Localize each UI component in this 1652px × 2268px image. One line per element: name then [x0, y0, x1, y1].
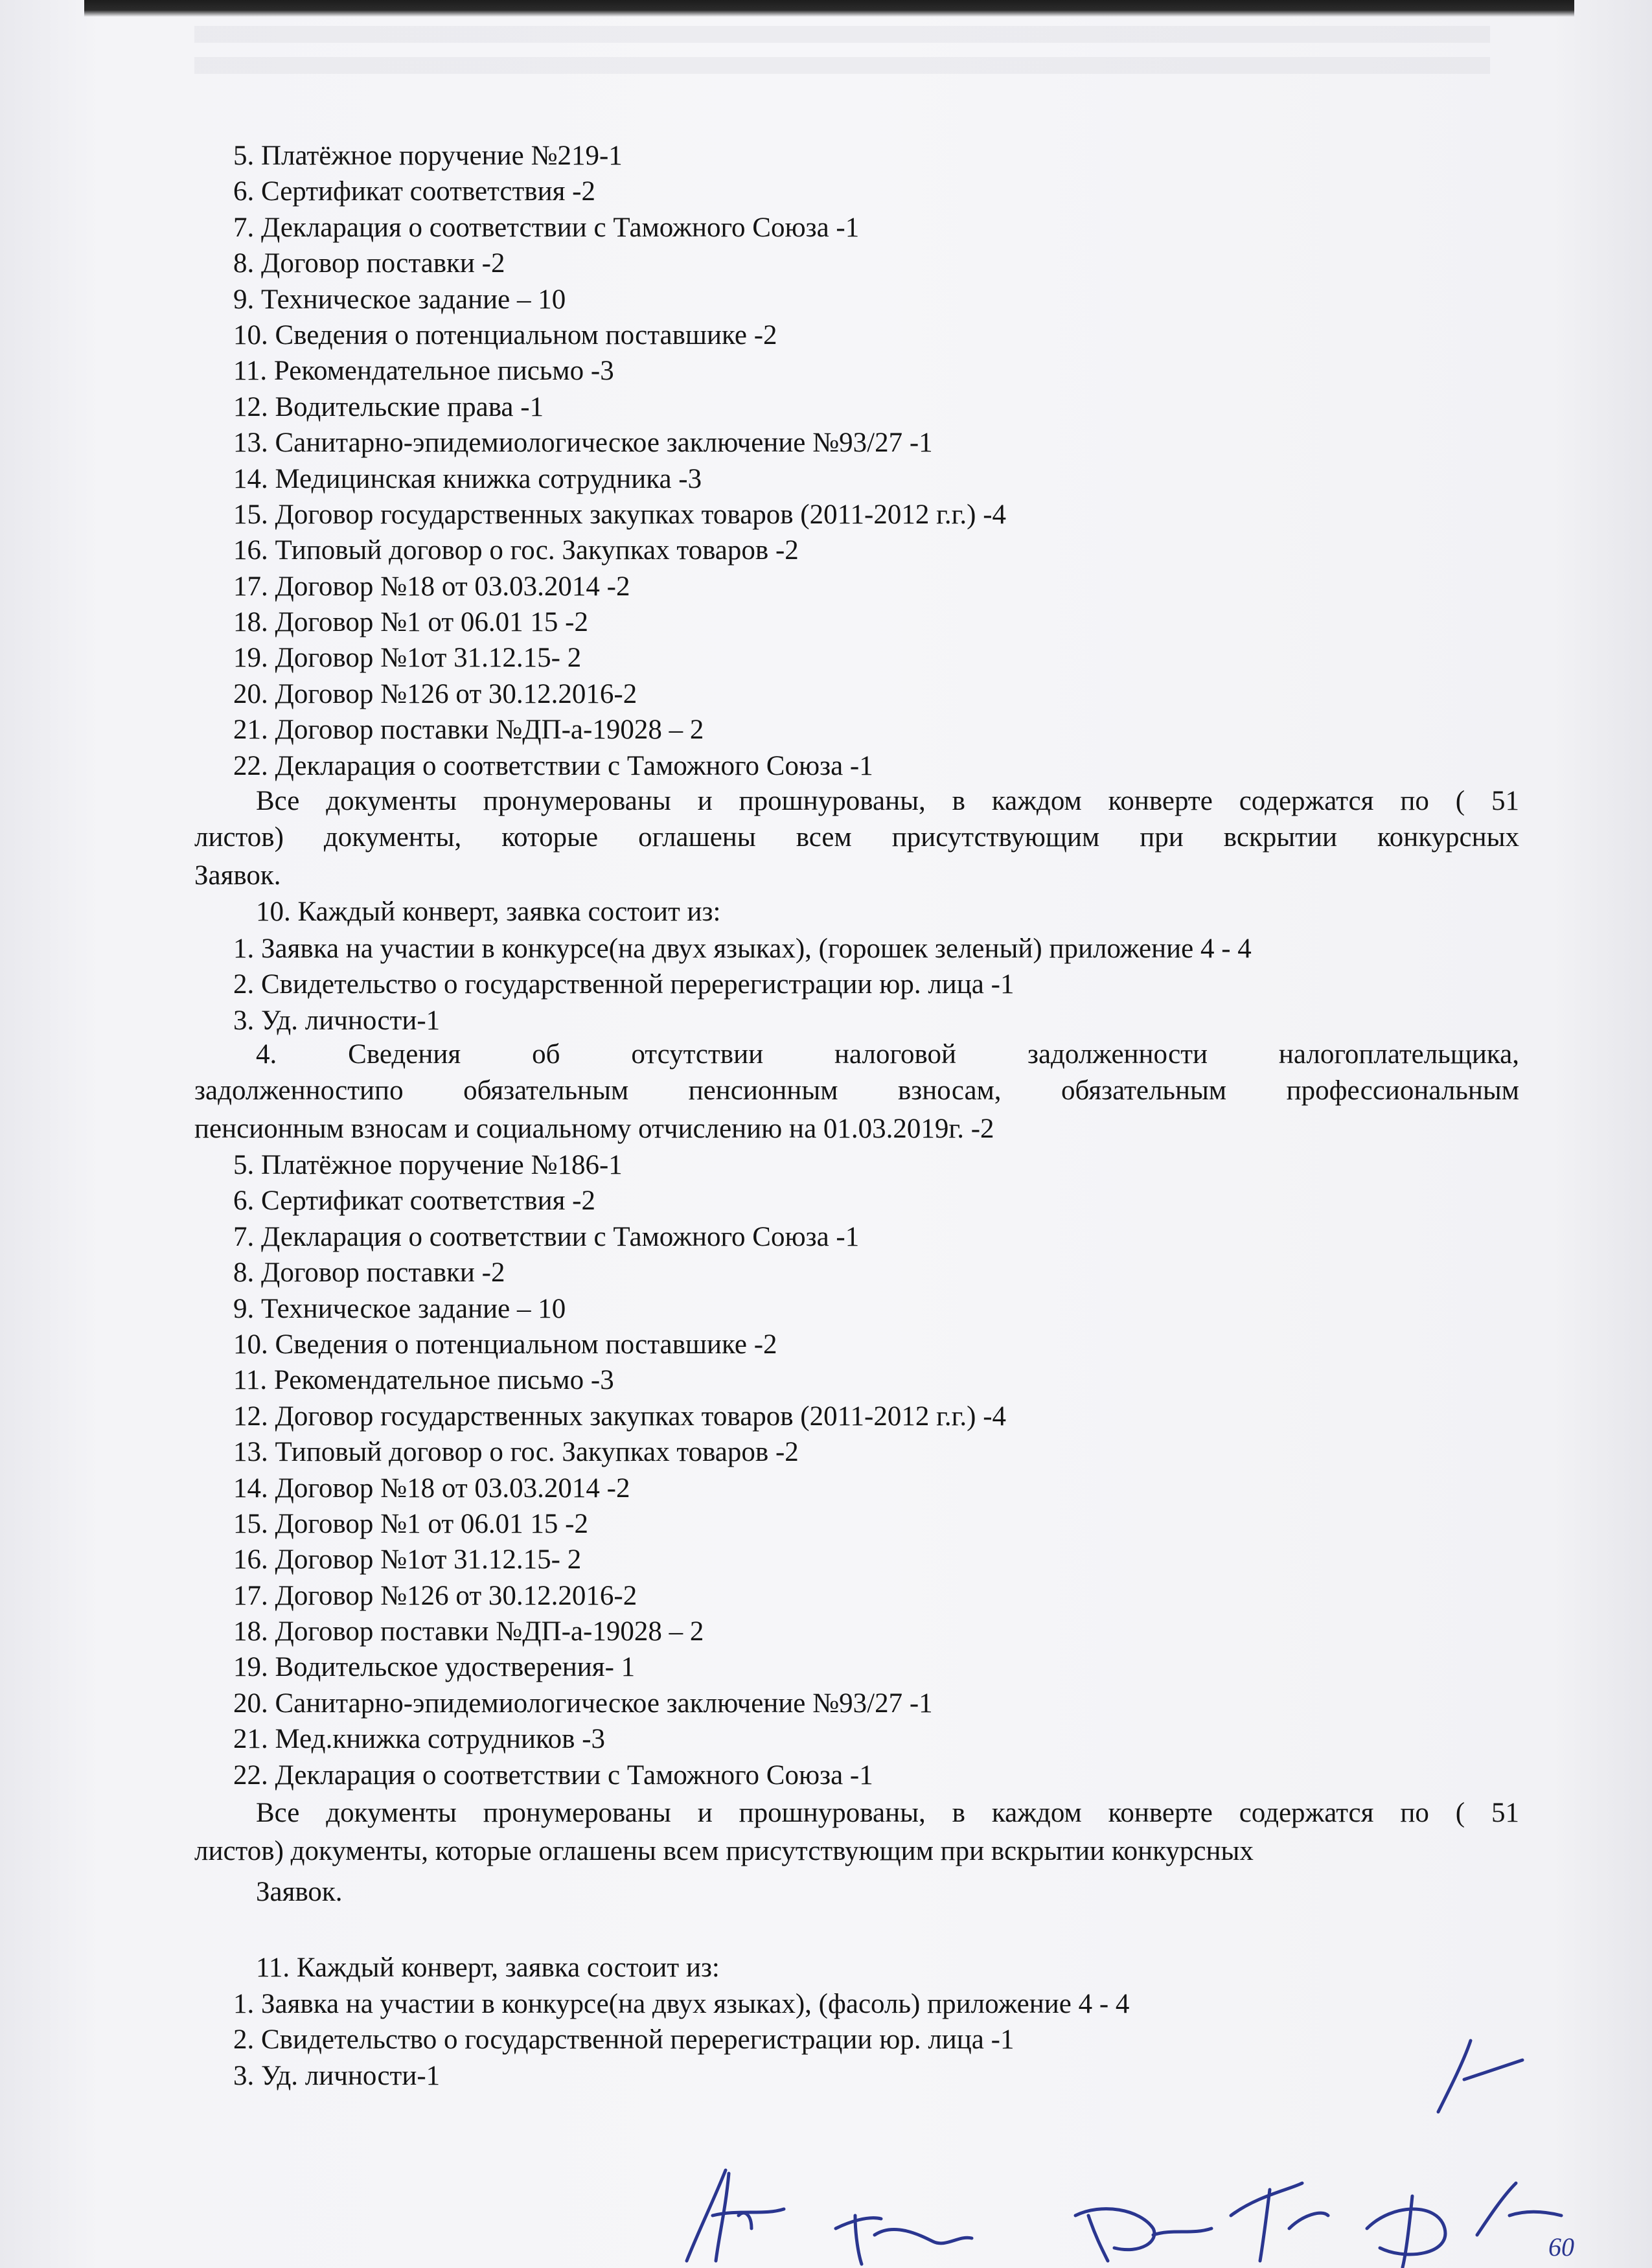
summary-1-line-3: Заявок. — [194, 860, 281, 891]
summary-1-line-2: листов) документы, которые оглашены всем присутствующим при вскрытии конкурсных — [194, 822, 1519, 853]
envelope-10-list-b — [233, 1147, 1006, 1793]
list-item: 15. Договор государственных закупках товаров (2011-2012 г.г.) -4 — [233, 499, 1007, 530]
list-item: 1. Заявка на участии в конкурсе(на двух языках), (фасоль) приложение 4 - 4 — [233, 1989, 1130, 2019]
list-item: 6. Сертификат соответствия -2 — [233, 1186, 595, 1217]
list-item: 5. Платёжное поручение №186-1 — [233, 1150, 623, 1180]
list-item: 16. Типовый договор о гос. Закупках товаров -2 — [233, 535, 799, 566]
list-item: 18. Договор поставки №ДП-а-19028 – 2 — [233, 1616, 704, 1647]
envelope-10-item-4-line-3: пенсионным взносам и социальному отчислению на 01.03.2019г. -2 — [194, 1114, 994, 1144]
list-item: 3. Уд. личности-1 — [233, 2060, 441, 2091]
signature-2 — [836, 2216, 972, 2264]
envelope-10-item-4-line-1: 4. Сведения об отсутствии налоговой задолженности налогоплательщика, — [256, 1039, 1519, 1070]
list-item: 19. Водительское удостверения- 1 — [233, 1652, 636, 1683]
envelope-10-list-a — [233, 931, 1252, 1038]
signature-1 — [687, 2170, 784, 2261]
list-item: 1. Заявка на участии в конкурсе(на двух языках), (горошек зеленый) приложение 4 - 4 — [233, 934, 1252, 964]
list-item: 10. Сведения о потенциальном поставшике -2 — [233, 319, 777, 350]
list-item: 21. Договор поставки №ДП-а-19028 – 2 — [233, 715, 704, 746]
list-item: 6. Сертификат соответствия -2 — [233, 176, 595, 207]
bleed-through-text — [194, 26, 1490, 84]
list-item: 8. Договор поставки -2 — [233, 1257, 505, 1289]
scan-shadow-edge — [84, 0, 1574, 17]
envelope-10-heading: 10. Каждый конверт, заявка состоит из: — [256, 897, 721, 927]
list-item: 22. Декларация о соответствии с Таможного Союза -1 — [233, 750, 873, 781]
signature-6 — [1477, 2183, 1561, 2235]
list-item: 8. Договор поставки -2 — [233, 248, 505, 279]
list-item: 2. Свидетельство о государственной перерегистрации юр. лица -1 — [233, 2024, 1015, 2056]
summary-2-line-2: листов) документы, которые оглашены всем присутствующим при вскрытии конкурсных — [194, 1836, 1254, 1866]
list-item: 14. Медицинская книжка сотрудника -3 — [233, 463, 702, 494]
list-item: 11. Рекомендательное письмо -3 — [233, 1365, 614, 1396]
list-item: 18. Договор №1 от 06.01 15 -2 — [233, 607, 588, 638]
list-item: 12. Водительские права -1 — [233, 391, 544, 422]
signature-7 — [1438, 2041, 1522, 2112]
list-item: 13. Типовый договор о гос. Закупках товаров -2 — [233, 1437, 799, 1468]
list-item: 17. Договор №126 от 30.12.2016-2 — [233, 1580, 637, 1611]
document-list-top — [233, 138, 1006, 784]
list-item: 17. Договор №18 от 03.03.2014 -2 — [233, 571, 630, 602]
list-item: 9. Техническое задание – 10 — [233, 1293, 566, 1324]
signature-4 — [1231, 2183, 1328, 2261]
page-number: 60 — [1548, 2232, 1574, 2262]
summary-2-line-1: Все документы пронумерованы и прошнурованы, в каждом конверте содержатся по ( 51 — [256, 1798, 1519, 1828]
list-item: 16. Договор №1от 31.12.15- 2 — [233, 1544, 582, 1575]
list-item: 5. Платёжное поручение №219-1 — [233, 141, 623, 171]
list-item: 9. Техническое задание – 10 — [233, 284, 566, 315]
envelope-11-heading: 11. Каждый конверт, заявка состоит из: — [256, 1953, 720, 1983]
list-item: 22. Декларация о соответствии с Таможного Союза -1 — [233, 1759, 873, 1791]
list-item: 20. Договор №126 от 30.12.2016-2 — [233, 678, 637, 709]
list-item: 11. Рекомендательное письмо -3 — [233, 356, 614, 387]
signatures — [0, 2021, 1652, 2268]
signature-3 — [1075, 2209, 1211, 2261]
list-item: 3. Уд. личности-1 — [233, 1005, 441, 1036]
summary-1-line-1: Все документы пронумерованы и прошнурованы, в каждом конверте содержатся по ( 51 — [256, 786, 1519, 816]
list-item: 7. Декларация о соответствии с Таможного Союза -1 — [233, 212, 860, 243]
list-item: 12. Договор государственных закупках товаров (2011-2012 г.г.) -4 — [233, 1401, 1007, 1432]
summary-2-line-3: Заявок. — [256, 1877, 343, 1907]
list-item: 21. Мед.книжка сотрудников -3 — [233, 1724, 606, 1755]
envelope-10-item-4-line-2: задолженностипо обязательным пенсионным взносам, обязательным профессиональным — [194, 1075, 1519, 1106]
list-item: 15. Договор №1 от 06.01 15 -2 — [233, 1508, 588, 1539]
list-item: 7. Декларация о соответствии с Таможного Союза -1 — [233, 1221, 860, 1252]
list-item: 2. Свидетельство о государственной перерегистрации юр. лица -1 — [233, 969, 1015, 1000]
signature-5 — [1367, 2196, 1445, 2267]
list-item: 20. Санитарно-эпидемиологическое заключение №93/27 -1 — [233, 1688, 933, 1719]
list-item: 13. Санитарно-эпидемиологическое заключение №93/27 -1 — [233, 428, 933, 459]
list-item: 19. Договор №1от 31.12.15- 2 — [233, 643, 582, 674]
list-item: 10. Сведения о потенциальном поставшике -2 — [233, 1329, 777, 1360]
list-item: 14. Договор №18 от 03.03.2014 -2 — [233, 1472, 630, 1504]
